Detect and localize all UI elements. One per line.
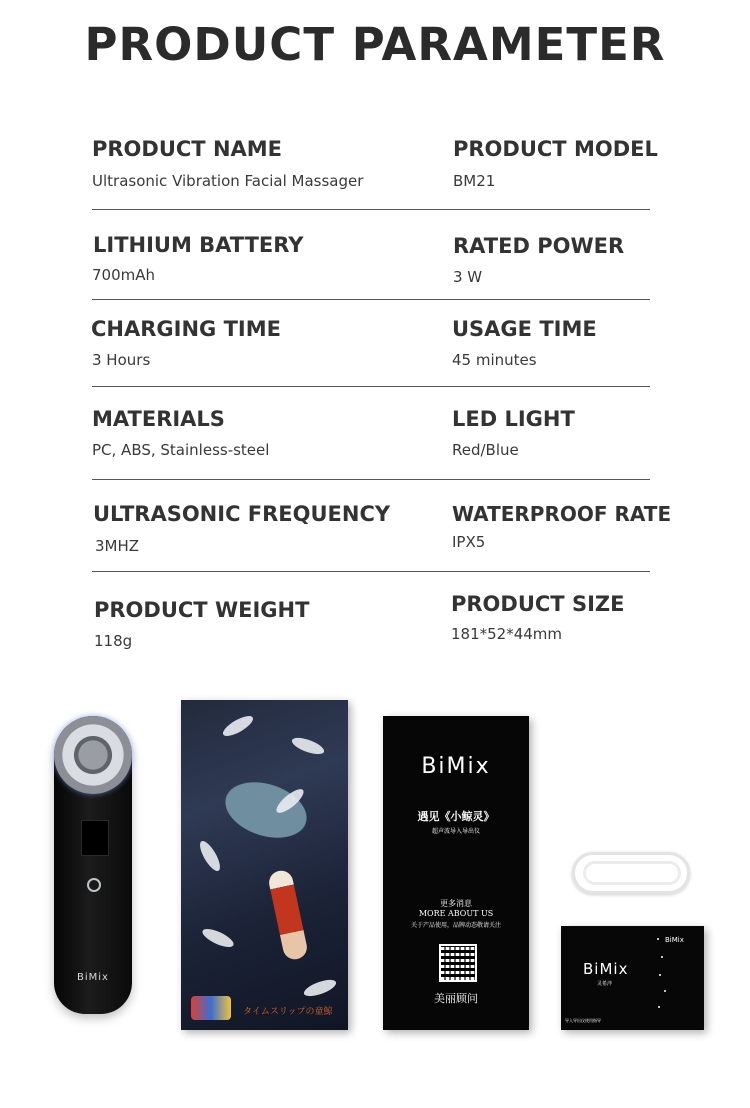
star-icon [657, 938, 659, 940]
card-brand: BiMix [583, 960, 629, 978]
feather-icon [290, 735, 326, 758]
usb-cable-image [572, 852, 690, 894]
ultrasonic-frequency-label: ULTRASONIC FREQUENCY [93, 502, 391, 526]
divider [92, 209, 650, 210]
usage-time-value: 45 minutes [452, 351, 537, 369]
led-light-value: Red/Blue [452, 441, 519, 459]
rated-power-label: RATED POWER [453, 234, 625, 258]
power-button-icon [87, 878, 101, 892]
gift-box-image [181, 700, 348, 1030]
feather-icon [196, 838, 223, 873]
card-subtitle: 灵希泮 [597, 981, 613, 987]
ultrasonic-frequency-value: 3MHZ [95, 537, 140, 555]
materials-label: MATERIALS [92, 407, 225, 431]
device-display [81, 820, 109, 856]
divider [92, 479, 650, 480]
girl-illustration [267, 868, 309, 961]
lithium-battery-label: LITHIUM BATTERY [93, 233, 304, 257]
star-icon [659, 974, 661, 976]
manual-more-en: MORE ABOUT US [418, 909, 494, 918]
feather-icon [220, 712, 255, 739]
lithium-battery-value: 700mAh [92, 266, 156, 284]
feather-icon [200, 925, 236, 950]
waterproof-rate-label: WATERPROOF RATE [452, 502, 672, 526]
product-size-value: 181*52*44mm [451, 625, 563, 643]
card-footer: 导入导出仪使用指导 [565, 1018, 601, 1023]
divider [92, 571, 650, 572]
manual-subtitle: 超声波导入导出仪 [431, 828, 480, 835]
facial-massager-device-image [54, 716, 132, 1014]
manual-footer: 美丽顾问 [434, 992, 478, 1005]
box-logo-badge [191, 996, 231, 1020]
page-title: PRODUCT PARAMETER [84, 18, 666, 71]
divider [92, 299, 650, 300]
manual-title: 遇见《小鲸灵》 [417, 810, 495, 823]
manual-more-cn: 更多消息 [440, 899, 472, 908]
device-brand: BiMix [77, 972, 109, 983]
led-light-label: LED LIGHT [452, 407, 575, 431]
product-name-label: PRODUCT NAME [92, 137, 283, 161]
product-weight-value: 118g [94, 632, 133, 650]
usage-time-label: USAGE TIME [452, 317, 597, 341]
card-corner-brand: BiMix [665, 936, 684, 944]
feather-icon [302, 977, 338, 1000]
product-model-label: PRODUCT MODEL [453, 137, 658, 161]
materials-value: PC, ABS, Stainless-steel [92, 441, 270, 459]
product-weight-label: PRODUCT WEIGHT [94, 598, 310, 622]
manual-more-note: 关于产品使用，品牌动态敬请关注 [410, 922, 501, 929]
waterproof-rate-value: IPX5 [452, 533, 486, 551]
product-size-label: PRODUCT SIZE [451, 592, 625, 616]
rated-power-value: 3 W [453, 268, 483, 286]
massage-head [54, 716, 132, 794]
guide-card-image [561, 926, 704, 1030]
box-caption: タイムスリップの童鯨 [243, 1007, 333, 1017]
star-icon [664, 990, 666, 992]
divider [92, 386, 650, 387]
qr-code-icon [439, 944, 477, 982]
product-name-value: Ultrasonic Vibration Facial Massager [92, 172, 364, 190]
instruction-manual-image [383, 716, 529, 1030]
charging-time-value: 3 Hours [92, 351, 151, 369]
star-icon [658, 1006, 660, 1008]
product-model-value: BM21 [453, 172, 496, 190]
manual-brand: BiMix [421, 754, 491, 779]
charging-time-label: CHARGING TIME [91, 317, 281, 341]
star-icon [661, 956, 663, 958]
